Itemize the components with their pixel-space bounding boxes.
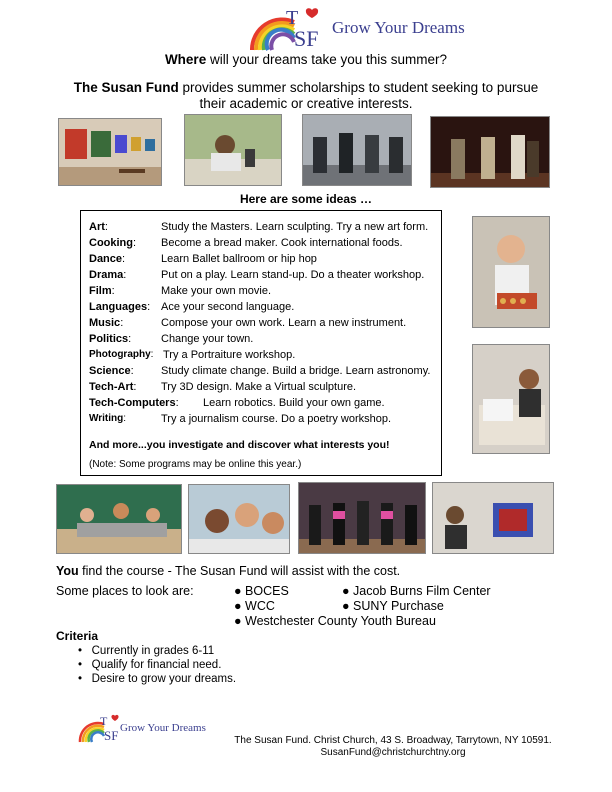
- idea-key: Cooking:: [89, 237, 137, 249]
- places-label: Some places to look are:: [56, 584, 194, 598]
- idea-value: Compose your own work. Learn a new instrument.: [161, 317, 407, 329]
- headline-question: [0, 52, 612, 67]
- svg-text:SF: SF: [294, 26, 319, 51]
- photo-sewing: [472, 344, 550, 454]
- rainbow-icon: [78, 712, 122, 744]
- idea-value: Become a bread maker. Cook international foods.: [161, 237, 403, 249]
- idea-key: Languages:: [89, 301, 151, 313]
- place-item: ● WCC: [234, 599, 275, 613]
- idea-key: Tech-Art:: [89, 381, 137, 393]
- criteria-item: • Qualify for financial need.: [78, 659, 222, 671]
- ideas-more: And more...you investigate and discover what interests you!: [89, 439, 390, 451]
- footer-brand: Grow Your Dreams: [120, 722, 206, 734]
- photo-art-gallery: [58, 118, 162, 186]
- course-rest: find the course - The Susan Fund will assist with the cost.: [78, 564, 401, 578]
- heart-icon: [111, 715, 118, 721]
- intro-bold: The Susan Fund: [73, 80, 179, 95]
- idea-value: Try a journalism course. Do a poetry workshop.: [161, 413, 392, 425]
- photo-cooking: [472, 216, 550, 328]
- idea-value: Study the Masters. Learn sculpting. Try a new art form.: [161, 221, 429, 233]
- footer-email: SusanFund@christchurchtny.org: [320, 747, 466, 758]
- rainbow-icon: [250, 4, 330, 52]
- criteria-item: • Currently in grades 6-11: [78, 645, 215, 657]
- headline-rest: will your dreams take you this summer?: [206, 52, 448, 67]
- photo-classroom: [56, 484, 182, 554]
- criteria-item: • Desire to grow your dreams.: [78, 673, 237, 685]
- idea-value: Try 3D design. Make a Virtual sculpture.: [161, 381, 357, 393]
- idea-value: Change your town.: [161, 333, 254, 345]
- ideas-note: (Note: Some programs may be online this year.): [89, 459, 302, 470]
- idea-key: Photography:: [89, 349, 154, 360]
- intro-line-1: [0, 80, 612, 95]
- course-you: You: [56, 564, 79, 578]
- photo-dance-group: [298, 482, 426, 554]
- idea-key: Science:: [89, 365, 134, 377]
- photo-theater-stage: [430, 116, 550, 188]
- footer-address: The Susan Fund. Christ Church, 43 S. Broadway, Tarrytown, NY 10591.: [234, 735, 552, 746]
- ideas-title: Here are some ideas …: [239, 192, 373, 206]
- idea-value: Learn Ballet ballroom or hip hop: [161, 253, 317, 265]
- idea-value: Study climate change. Build a bridge. Learn astronomy.: [161, 365, 431, 377]
- brand-name: Grow Your Dreams: [332, 18, 465, 37]
- intro-rest: provides summer scholarships to student seeking to pursue: [178, 80, 539, 95]
- course-statement: [56, 564, 400, 578]
- headline-bold: Where: [164, 52, 207, 67]
- place-item: ● Jacob Burns Film Center: [342, 584, 491, 598]
- photo-science-lab: [184, 114, 282, 186]
- intro-line-2: their academic or creative interests.: [199, 96, 413, 111]
- idea-key: Music:: [89, 317, 124, 329]
- logo-letters: T: [286, 7, 299, 29]
- idea-key: Art:: [89, 221, 108, 233]
- idea-key: Writing:: [89, 413, 127, 424]
- idea-key: Film:: [89, 285, 115, 297]
- header-logo: [250, 4, 470, 52]
- photo-students-group: [188, 484, 290, 554]
- criteria-title: Criteria: [56, 629, 99, 643]
- idea-value: Try a Portraiture workshop.: [163, 349, 296, 361]
- svg-text:T: T: [100, 714, 108, 728]
- idea-value: Ace your second language.: [161, 301, 295, 313]
- idea-key: Drama:: [89, 269, 127, 281]
- photo-film-crew: [302, 114, 412, 186]
- idea-key: Tech-Computers:: [89, 397, 179, 409]
- place-item: ● SUNY Purchase: [342, 599, 444, 613]
- idea-key: Dance:: [89, 253, 126, 265]
- idea-value: Make your own movie.: [161, 285, 272, 297]
- photo-robotics: [432, 482, 554, 554]
- idea-value: Put on a play. Learn stand-up. Do a theater workshop.: [161, 269, 425, 281]
- heart-icon: [306, 8, 318, 18]
- place-item: ● Westchester County Youth Bureau: [234, 614, 436, 628]
- place-item: ● BOCES: [234, 584, 289, 598]
- svg-text:SF: SF: [104, 728, 119, 743]
- ideas-box: [80, 210, 442, 476]
- idea-key: Politics:: [89, 333, 132, 345]
- idea-value: Learn robotics. Build your own game.: [203, 397, 385, 409]
- footer-logo: [78, 712, 228, 744]
